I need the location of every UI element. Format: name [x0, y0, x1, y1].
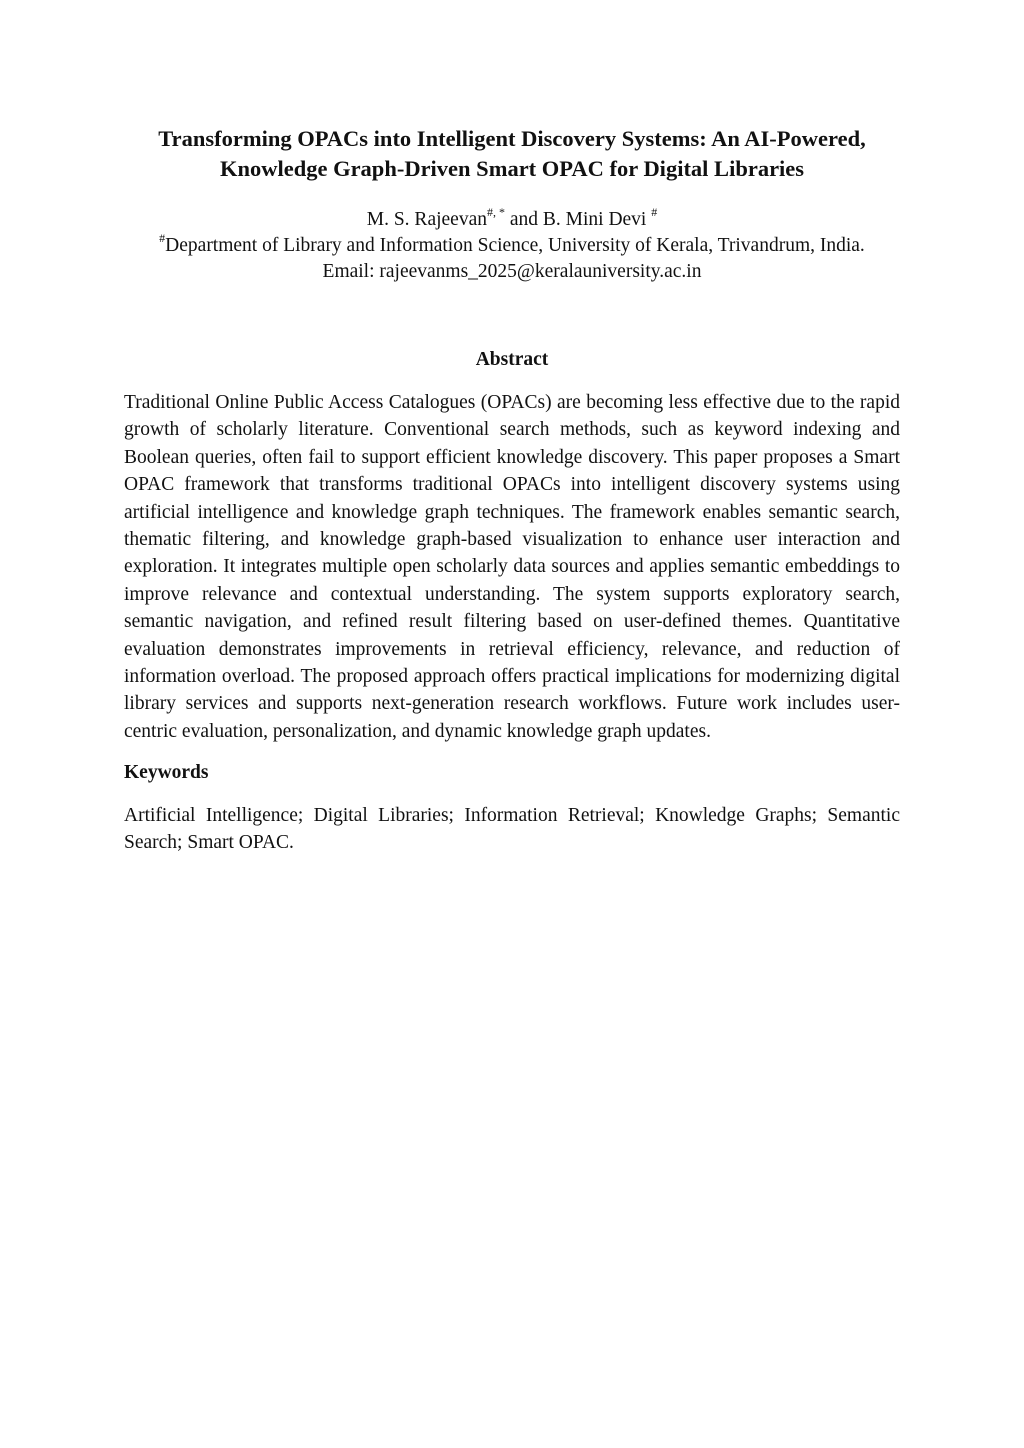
abstract-text: Traditional Online Public Access Catalogues (OPACs) are becoming less effective due to the rapid growth of scholarly literature. Conventional search methods, such as keyword indexing and Boolean queries, often fail to support efficient knowledge discovery. This paper proposes a Smart OPAC framework that transforms traditional OPACs into intelligent discovery systems using artificial intelligence and knowledge graph techniques. The framework enables semantic search, thematic filtering, and knowledge graph-based visualization to enhance user interaction and exploration. It integrates multiple open scholarly data sources and applies semantic embeddings to improve relevance and contextual understanding. The system supports exploratory search, semantic navigation, and refined result filtering based on user-defined themes. Quantitative evaluation demonstrates improvements in retrieval efficiency, relevance, and reduction of information overload. The proposed approach offers practical implications for modernizing digital library services and supports next-generation research workflows. Future work includes user-centric evaluation, personalization, and dynamic knowledge graph updates. [124, 392, 900, 742]
author-affiliation-mark: # [651, 204, 658, 219]
email-line: Email: rajeevanms_2025@keralauniversity.ac.in [322, 261, 702, 282]
keywords-heading: Keywords [124, 762, 209, 783]
abstract-heading: Abstract [475, 349, 549, 370]
keywords-text: Artificial Intelligence; Digital Libraries; Information Retrieval; Knowledge Graphs; Semantic Search; Smart OPAC. [124, 805, 900, 854]
affiliation-text: Department of Library and Information Science, University of Kerala, Trivandrum, India. [165, 235, 865, 256]
affiliation-line [130, 230, 894, 259]
author-name: B. Mini Devi [542, 209, 652, 230]
author-affiliation-mark: #, * [486, 204, 505, 219]
author-line [130, 204, 894, 233]
paper-title: Transforming OPACs into Intelligent Discovery Systems: An AI-Powered, Knowledge Graph-Driven Smart OPAC for Digital Libraries [158, 126, 866, 181]
affiliation-mark: # [159, 230, 166, 245]
author-block [130, 204, 894, 285]
author-conjunction: and [504, 209, 543, 230]
author-name: M. S. Rajeevan [366, 209, 487, 230]
